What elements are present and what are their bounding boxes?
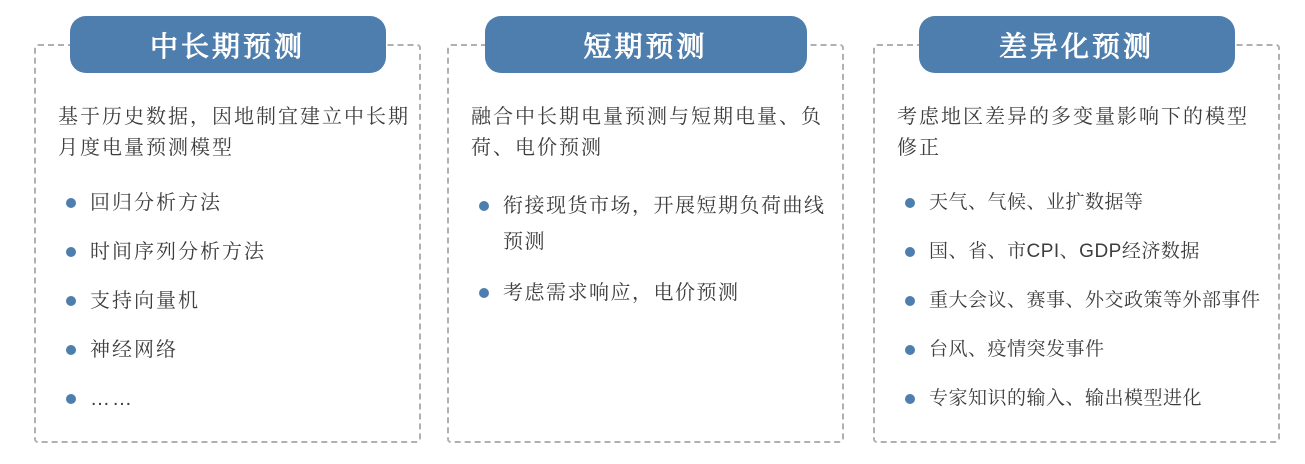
card-title-badge: 差异化预测 — [919, 16, 1235, 73]
card-description: 考虑地区差异的多变量影响下的模型修正 — [897, 106, 1249, 159]
list-item — [58, 286, 411, 316]
list-item — [58, 237, 411, 267]
card-body — [36, 46, 419, 414]
bullet-text: 台风、疫情突发事件 — [929, 339, 1105, 360]
bullet-list — [897, 188, 1262, 414]
card-body — [449, 46, 842, 311]
list-item — [897, 335, 1262, 365]
bullet-list — [471, 188, 834, 311]
bullet-dot-icon — [66, 296, 76, 306]
card-description: 融合中长期电量预测与短期电量、负荷、电价预测 — [471, 106, 823, 159]
bullet-text: 专家知识的输入、输出模型进化 — [929, 388, 1203, 409]
card-title-badge: 短期预测 — [485, 16, 807, 73]
bullet-dot-icon — [66, 394, 76, 404]
bullet-dot-icon — [905, 247, 915, 257]
bullet-dot-icon — [66, 198, 76, 208]
card-medium-long-term-forecast — [34, 30, 421, 443]
list-item — [897, 384, 1262, 414]
bullet-dot-icon — [479, 201, 489, 211]
card-short-term-forecast — [447, 30, 844, 443]
bullet-text: …… — [90, 388, 134, 410]
bullet-dot-icon — [905, 296, 915, 306]
list-item — [471, 275, 834, 311]
bullet-dot-icon — [479, 288, 489, 298]
bullet-text: 天气、气候、业扩数据等 — [929, 192, 1144, 213]
card-differentiated-forecast — [873, 30, 1280, 443]
card-title-badge: 中长期预测 — [70, 16, 386, 73]
bullet-dot-icon — [905, 198, 915, 208]
bullet-text: 回归分析方法 — [90, 192, 222, 214]
list-item — [897, 188, 1262, 218]
list-item — [471, 188, 834, 260]
list-item — [897, 237, 1262, 267]
bullet-dot-icon — [66, 247, 76, 257]
bullet-text: 神经网络 — [90, 339, 178, 361]
card-body — [875, 46, 1278, 414]
list-item — [897, 286, 1262, 316]
list-item — [58, 188, 411, 218]
bullet-dot-icon — [905, 345, 915, 355]
list-item — [58, 384, 411, 414]
bullet-text: 国、省、市CPI、GDP经济数据 — [929, 241, 1200, 262]
bullet-list — [58, 188, 411, 414]
card-description: 基于历史数据，因地制宜建立中长期月度电量预测模型 — [58, 106, 410, 159]
bullet-text: 支持向量机 — [90, 290, 200, 312]
bullet-dot-icon — [905, 394, 915, 404]
bullet-dot-icon — [66, 345, 76, 355]
list-item — [58, 335, 411, 365]
bullet-text: 衔接现货市场，开展短期负荷曲线预测 — [503, 195, 826, 253]
bullet-text: 重大会议、赛事、外交政策等外部事件 — [929, 290, 1261, 311]
bullet-text: 时间序列分析方法 — [90, 241, 266, 263]
bullet-text: 考虑需求响应，电价预测 — [503, 282, 740, 304]
